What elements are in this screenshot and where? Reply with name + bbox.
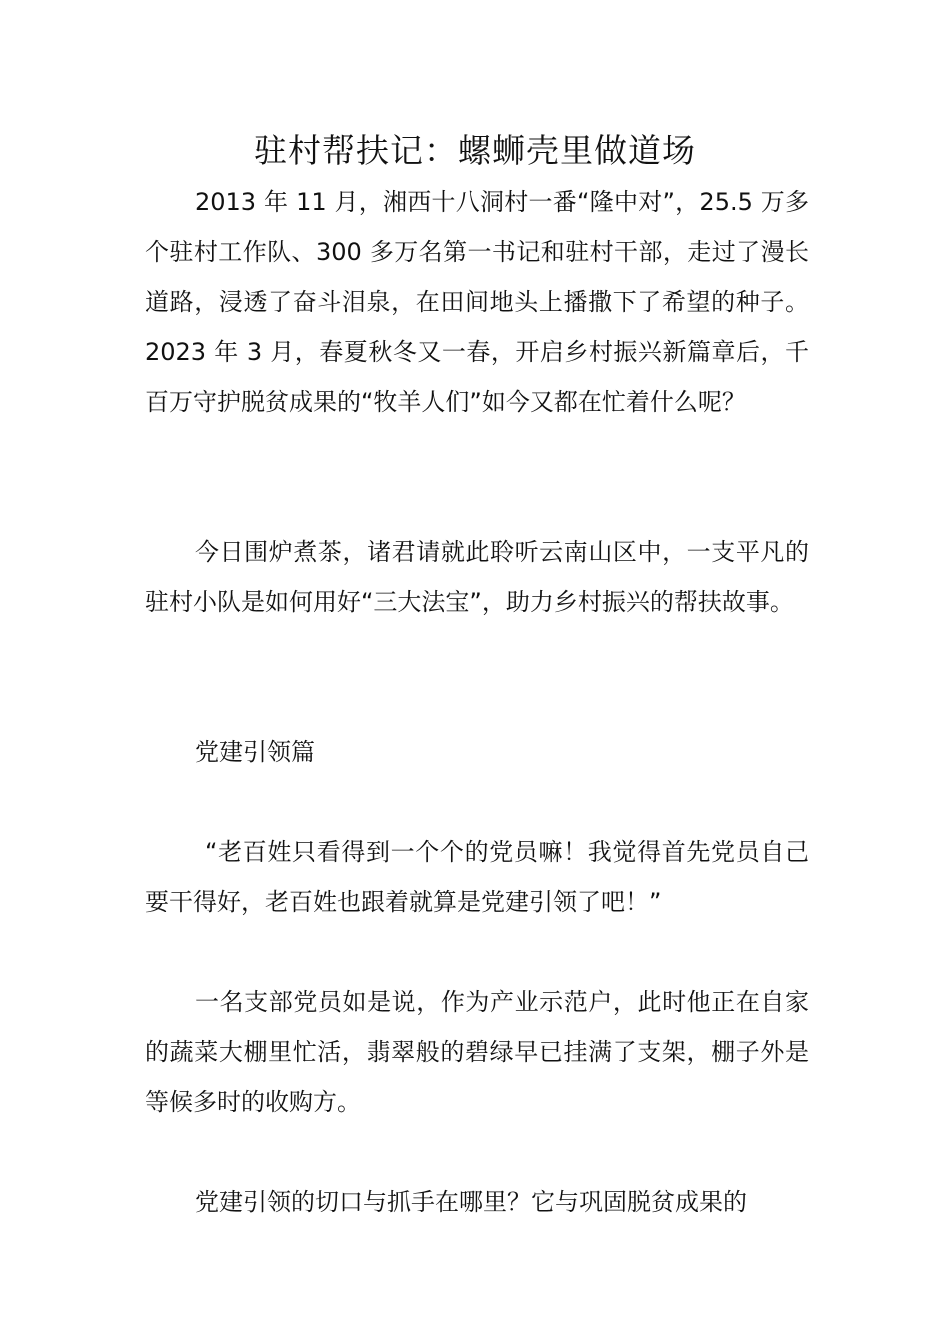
paragraph-party-member: 一名支部党员如是说，作为产业示范户，此时他正在自家的蔬菜大棚里忙活，翡翠般的碧绿早已挂满了支架，棚子外是等候多时的收购方。 bbox=[145, 988, 809, 1116]
document-title: 驻村帮扶记：螺蛳壳里做道场 bbox=[254, 131, 696, 170]
paragraph-intro: 2013 年 11 月，湘西十八洞村一番“隆中对”，25.5 万多个驻村工作队、300 多万名第一书记和驻村干部，走过了漫长道路，浸透了奋斗泪泉，在田间地头上播撒下了希望的种子。2023 年 3 月，春夏秋冬又一春，开启乡村振兴新篇章后，千百万守护脱贫成果的“牧羊人们”如今又都在忙着什么呢？ bbox=[145, 188, 809, 416]
paragraph-question: 党建引领的切口与抓手在哪里？它与巩固脱贫成果的 bbox=[195, 1188, 747, 1216]
paragraph-quote: “老百姓只看得到一个个的党员嘛！我觉得首先党员自己要干得好，老百姓也跟着就算是党建引领了吧！” bbox=[145, 838, 809, 916]
section-heading: 党建引领篇 bbox=[195, 738, 315, 766]
paragraph-story-intro: 今日围炉煮茶，诸君请就此聆听云南山区中，一支平凡的驻村小队是如何用好“三大法宝”，助力乡村振兴的帮扶故事。 bbox=[145, 538, 809, 616]
